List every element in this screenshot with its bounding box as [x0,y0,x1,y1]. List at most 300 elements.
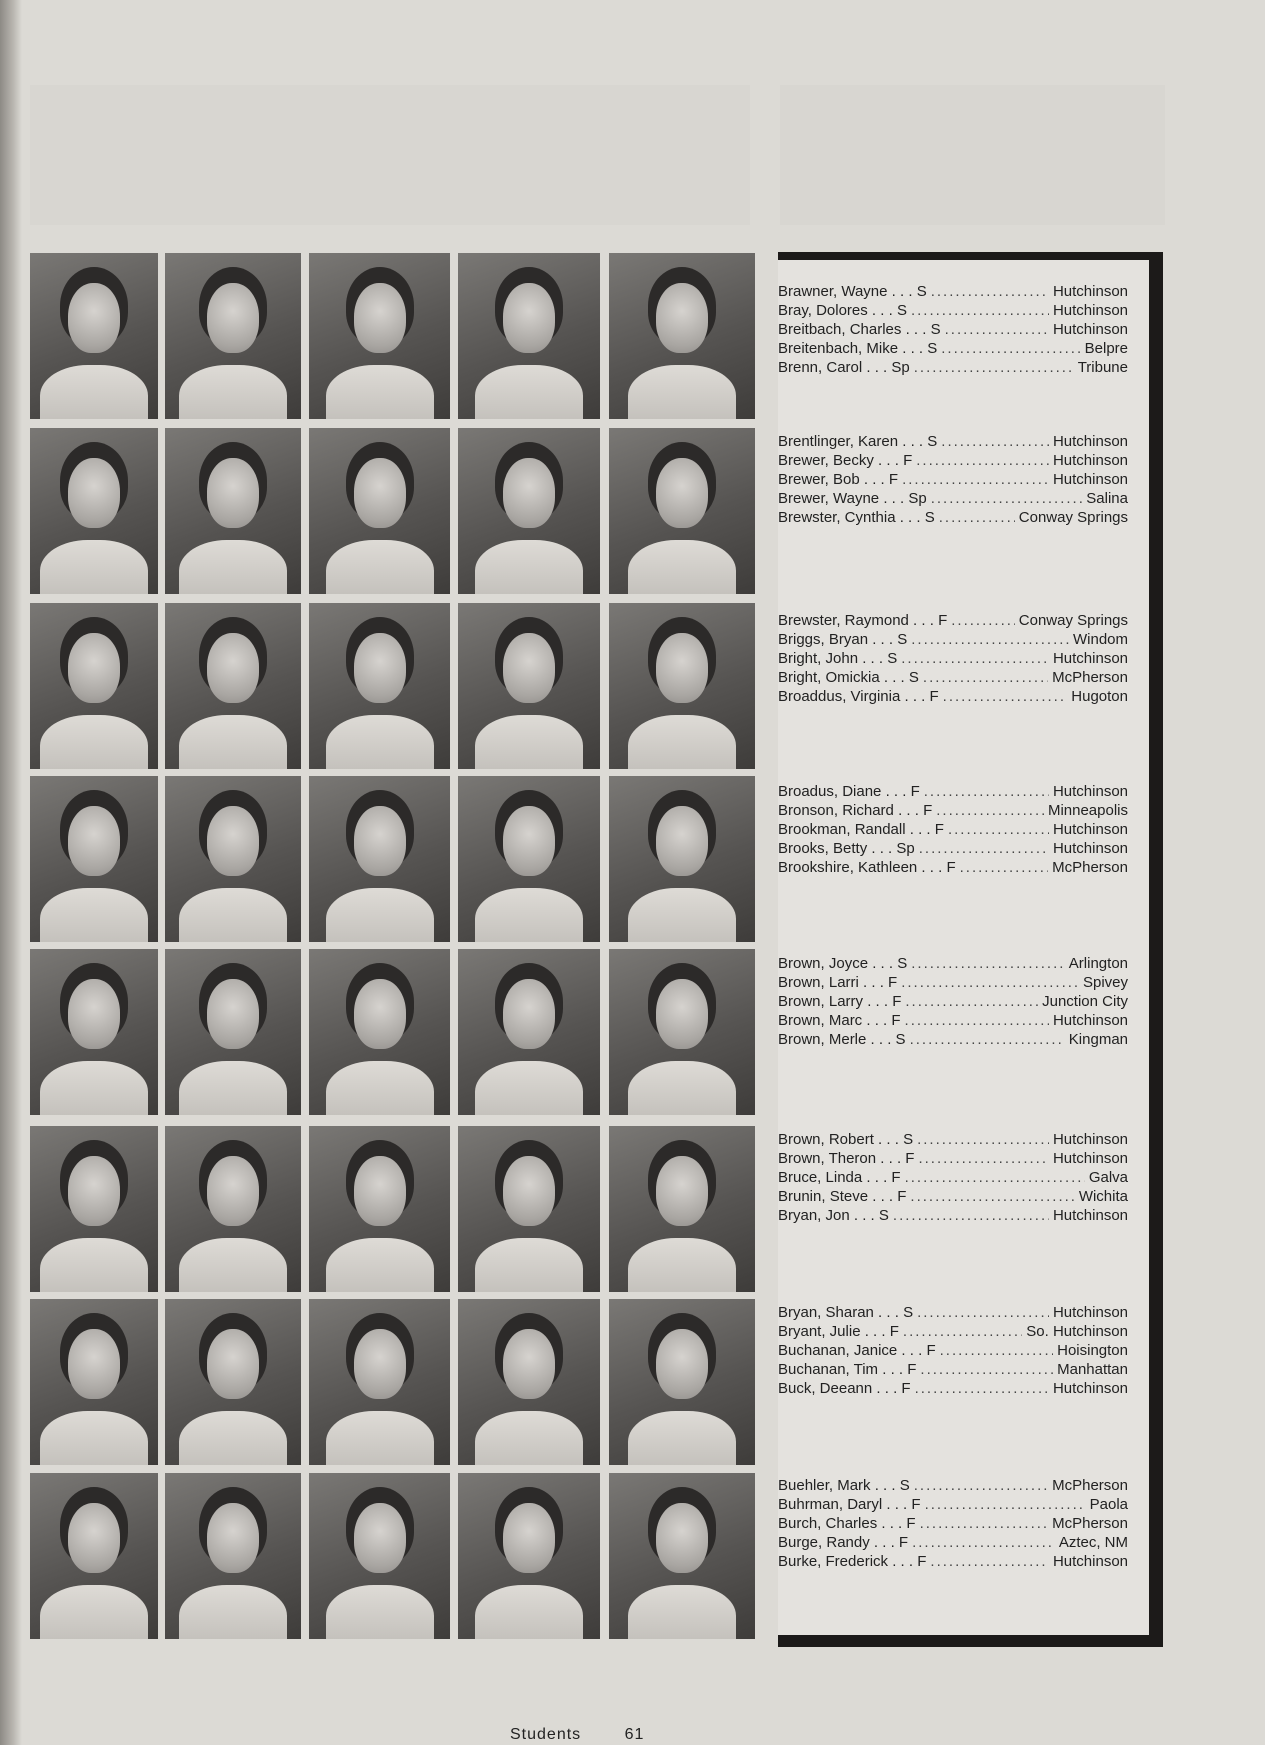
portrait-face [354,1503,406,1573]
student-name-class: Broadus, Diane [778,783,882,800]
separator-dots: . . . [868,1188,898,1205]
leader-dots [902,470,1049,489]
student-name-class: Bruce, Linda [778,1169,863,1186]
student-name-class: Brentlinger, Karen [778,433,899,450]
portrait-face [503,806,555,876]
student-portrait [165,603,301,769]
name-entry [778,820,1128,839]
student-hometown: Hutchinson [1052,783,1128,800]
separator-dots: . . . [862,1169,892,1186]
separator-dots: . . . [866,1031,896,1048]
student-class: F [892,993,902,1010]
portrait-face [68,1503,120,1573]
footer-page-number: 61 [624,1726,645,1743]
student-name-class: Brunin, Steve [778,1188,869,1205]
student-class: F [923,802,933,819]
separator-dots: . . . [897,1342,927,1359]
portrait-face [656,1329,708,1399]
student-name-class: Burch, Charles [778,1515,878,1532]
student-portrait [30,253,158,419]
portrait-face [207,806,259,876]
portrait-face [354,633,406,703]
separator-dots: . . . [878,1361,908,1378]
portrait-face [503,458,555,528]
portrait-body [628,1411,736,1465]
separator-dots: . . . [868,955,898,972]
name-entry [778,630,1128,649]
portrait-face [656,806,708,876]
separator-dots: . . . [887,283,917,300]
name-and-class [778,858,956,877]
separator-dots: . . . [870,1477,900,1494]
separator-dots: . . . [867,302,897,319]
portrait-body [179,1061,287,1115]
student-name-class: Brookshire, Kathleen [778,859,918,876]
separator-dots: . . . [888,1553,918,1570]
name-entry [778,451,1128,470]
student-class: F [891,1169,901,1186]
portrait-body [475,715,583,769]
student-name-class: Brewer, Wayne [778,490,880,507]
student-class: F [905,1150,915,1167]
student-class: F [903,452,913,469]
student-hometown: Wichita [1078,1188,1128,1205]
student-hometown: McPherson [1052,859,1128,876]
student-hometown: Salina [1086,490,1128,507]
leader-dots [893,1206,1049,1225]
student-hometown: Conway Springs [1018,612,1128,629]
leader-dots [912,1533,1055,1552]
separator-dots: . . . [905,821,935,838]
student-portrait [609,949,755,1115]
leader-dots [945,320,1049,339]
leader-dots [918,1149,1048,1168]
leader-dots [911,301,1049,320]
student-portrait [609,603,755,769]
student-hometown: Hutchinson [1052,1012,1128,1029]
name-and-class [778,630,907,649]
leader-dots [960,858,1049,877]
name-entry [778,973,1128,992]
name-entry [778,1552,1128,1571]
student-portrait [30,949,158,1115]
student-portrait [609,1299,755,1465]
portrait-body [628,1585,736,1639]
name-entry [778,282,1128,301]
portrait-face [207,1329,259,1399]
name-and-class [778,973,897,992]
separator-dots: . . . [867,840,897,857]
name-and-class [778,1130,913,1149]
student-class: F [898,1534,909,1551]
name-and-class [778,358,910,377]
separator-dots: . . . [860,1323,890,1340]
portrait-face [503,1503,555,1573]
portrait-body [628,540,736,594]
portrait-body [179,1238,287,1292]
separator-dots: . . . [858,974,889,991]
leader-dots [915,1379,1049,1398]
student-portrait [165,253,301,419]
name-and-class [778,1514,916,1533]
student-hometown: McPherson [1052,1477,1128,1494]
separator-dots: . . . [873,1131,904,1148]
portrait-face [207,1156,259,1226]
portrait-face [656,458,708,528]
student-name-class: Brooks, Betty [778,840,868,857]
student-class: Sp [908,490,927,507]
separator-dots: . . . [863,993,893,1010]
portrait-face [656,979,708,1049]
student-class: F [934,821,944,838]
student-name-class: Brown, Merle [778,1031,867,1048]
leader-dots [901,973,1079,992]
separator-dots: . . . [873,1304,904,1321]
portrait-face [656,283,708,353]
leader-dots [931,282,1049,301]
portrait-body [40,715,148,769]
student-portrait [165,949,301,1115]
name-and-class [778,1476,910,1495]
leader-dots [920,1514,1049,1533]
portrait-face [207,458,259,528]
portrait-body [326,1585,434,1639]
leader-dots [917,1303,1049,1322]
portrait-face [68,1329,120,1399]
leader-dots [911,954,1065,973]
portrait-body [40,1585,148,1639]
student-class: S [924,509,935,526]
leader-dots [917,1130,1049,1149]
student-name-class: Brown, Marc [778,1012,863,1029]
student-class: S [903,1131,914,1148]
student-name-class: Buck, Deeann [778,1380,873,1397]
name-entry [778,1030,1128,1049]
page-footer [510,1726,682,1744]
portrait-body [179,1411,287,1465]
student-portrait [165,1473,301,1639]
name-and-class [778,1011,901,1030]
student-portrait [30,1299,158,1465]
separator-dots: . . . [859,471,889,488]
name-entry [778,1303,1128,1322]
student-name-class: Brewer, Bob [778,471,860,488]
portrait-face [68,1156,120,1226]
student-portrait [30,776,158,942]
portrait-body [475,888,583,942]
name-entry [778,668,1128,687]
student-portrait [458,603,600,769]
name-and-class [778,432,937,451]
student-hometown: Belpre [1084,340,1128,357]
name-and-class [778,1322,899,1341]
name-and-class [778,782,920,801]
portrait-body [475,1238,583,1292]
student-hometown: Minneapolis [1047,802,1128,819]
student-name-class: Burge, Randy [778,1534,870,1551]
name-entry [778,1360,1128,1379]
student-class: Sp [896,840,915,857]
student-portrait [458,1473,600,1639]
student-portrait [609,1126,755,1292]
name-and-class [778,668,919,687]
portrait-face [207,979,259,1049]
portrait-body [326,888,434,942]
student-portrait [609,776,755,942]
student-class: S [899,1477,910,1494]
name-and-class [778,687,939,706]
bleed-through-block [30,85,750,225]
name-entry [778,320,1128,339]
name-entry [778,358,1128,377]
name-entry [778,858,1128,877]
name-and-class [778,339,937,358]
leader-dots [951,611,1015,630]
student-hometown: Hutchinson [1052,1131,1128,1148]
name-entry [778,611,1128,630]
name-and-class [778,649,897,668]
student-class: F [910,783,920,800]
portrait-face [354,1156,406,1226]
name-and-class [778,451,912,470]
portrait-body [475,1411,583,1465]
portrait-body [475,1585,583,1639]
name-and-class [778,301,907,320]
name-entry [778,470,1128,489]
portrait-body [326,365,434,419]
student-name-class: Bray, Dolores [778,302,868,319]
portrait-body [40,1411,148,1465]
student-class: F [891,1012,901,1029]
student-class: F [889,1323,899,1340]
portrait-face [354,806,406,876]
separator-dots: . . . [908,612,939,629]
name-and-class [778,992,901,1011]
student-hometown: Hutchinson [1052,1380,1128,1397]
name-and-class [778,611,947,630]
student-hometown: Windom [1072,631,1128,648]
student-class: S [897,955,908,972]
student-portrait [458,1126,600,1292]
student-hometown: Manhattan [1057,1361,1128,1378]
student-name-class: Brown, Larry [778,993,864,1010]
name-and-class [778,489,927,508]
portrait-face [207,1503,259,1573]
student-name-class: Briggs, Bryan [778,631,869,648]
leader-dots [930,1552,1049,1571]
name-entry [778,954,1128,973]
separator-dots: . . . [868,631,898,648]
name-entry [778,992,1128,1011]
name-and-class [778,1149,914,1168]
student-portrait [609,1473,755,1639]
leader-dots [920,1360,1053,1379]
name-and-class [778,1552,926,1571]
name-and-class [778,801,932,820]
portrait-face [503,979,555,1049]
leader-dots [941,339,1080,358]
leader-dots [911,630,1069,649]
separator-dots: . . . [901,321,931,338]
separator-dots: . . . [858,650,888,667]
separator-dots: . . . [882,1496,912,1513]
portrait-body [179,365,287,419]
name-entry [778,1495,1128,1514]
leader-dots [914,1476,1048,1495]
bleed-through-block [780,85,1165,225]
leader-dots [925,1495,1086,1514]
name-and-class [778,839,915,858]
portrait-body [326,540,434,594]
name-entry [778,1514,1128,1533]
student-hometown: Hutchinson [1052,1150,1128,1167]
portrait-body [628,715,736,769]
student-hometown: Arlington [1068,955,1128,972]
student-hometown: Hutchinson [1052,302,1128,319]
student-portrait [609,253,755,419]
student-class: F [901,1380,911,1397]
student-class: S [908,669,919,686]
student-name-class: Breitbach, Charles [778,321,902,338]
student-hometown: Conway Springs [1018,509,1128,526]
portrait-face [207,633,259,703]
name-entry [778,339,1128,358]
leader-dots [901,649,1049,668]
name-entry [778,1168,1128,1187]
portrait-face [354,458,406,528]
separator-dots: . . . [879,490,909,507]
student-class: F [888,471,899,488]
separator-dots: . . . [898,340,928,357]
student-portrait [458,949,600,1115]
name-and-class [778,1303,913,1322]
student-class: S [895,1031,906,1048]
name-and-class [778,1360,916,1379]
student-portrait [30,603,158,769]
leader-dots [916,451,1049,470]
name-entry [778,1341,1128,1360]
student-name-class: Brewster, Raymond [778,612,909,629]
name-entry [778,508,1128,527]
student-name-class: Buchanan, Tim [778,1361,879,1378]
name-entry [778,1533,1128,1552]
student-hometown: Hutchinson [1052,650,1128,667]
portrait-body [628,1238,736,1292]
student-class: Sp [891,359,910,376]
leader-dots [919,839,1049,858]
student-name-class: Buehler, Mark [778,1477,871,1494]
student-portrait [309,1299,450,1465]
student-hometown: Hutchinson [1052,1304,1128,1321]
leader-dots [948,820,1049,839]
student-hometown: Hutchinson [1052,321,1128,338]
student-name-class: Bryan, Sharan [778,1304,874,1321]
name-entry [778,301,1128,320]
portrait-face [68,633,120,703]
name-entry [778,801,1128,820]
portrait-face [354,283,406,353]
portrait-face [207,283,259,353]
name-and-class [778,320,941,339]
portrait-body [40,1061,148,1115]
student-portrait [309,253,450,419]
leader-dots [931,489,1083,508]
student-name-class: Bryant, Julie [778,1323,861,1340]
student-hometown: Hoisington [1057,1342,1128,1359]
student-hometown: Kingman [1068,1031,1128,1048]
portrait-body [40,888,148,942]
separator-dots: . . . [849,1207,879,1224]
separator-dots: . . . [893,802,924,819]
student-hometown: Hutchinson [1052,452,1128,469]
separator-dots: . . . [898,433,928,450]
student-class: F [946,859,956,876]
portrait-face [503,283,555,353]
separator-dots: . . . [872,1380,902,1397]
student-name-class: Brown, Robert [778,1131,874,1148]
student-hometown: So. Hutchinson [1026,1323,1128,1340]
portrait-face [656,633,708,703]
student-class: S [927,433,938,450]
student-class: F [907,1361,917,1378]
student-name-class: Breitenbach, Mike [778,340,899,357]
student-class: S [916,283,927,300]
name-entry [778,1130,1128,1149]
separator-dots: . . . [862,359,892,376]
student-portrait [309,949,450,1115]
portrait-body [475,540,583,594]
leader-dots [941,432,1049,451]
student-hometown: Hugoton [1071,688,1128,705]
student-hometown: Junction City [1042,993,1128,1010]
separator-dots: . . . [877,1515,907,1532]
student-name-class: Brawner, Wayne [778,283,888,300]
leader-dots [910,1030,1065,1049]
portrait-body [628,1061,736,1115]
student-name-class: Buhrman, Daryl [778,1496,883,1513]
portrait-body [40,365,148,419]
student-hometown: Hutchinson [1052,283,1128,300]
leader-dots [905,992,1038,1011]
name-and-class [778,1341,936,1360]
student-hometown: Hutchinson [1052,1553,1128,1570]
student-portrait [309,1473,450,1639]
name-entry [778,432,1128,451]
student-portrait [309,428,450,594]
student-portrait [309,603,450,769]
name-entry [778,489,1128,508]
student-class: S [927,340,938,357]
name-and-class [778,1030,906,1049]
name-entry [778,1206,1128,1225]
student-portrait [165,776,301,942]
student-portrait [165,428,301,594]
portrait-face [68,979,120,1049]
name-entry [778,1322,1128,1341]
separator-dots: . . . [917,859,947,876]
name-and-class [778,954,907,973]
student-hometown: McPherson [1052,669,1128,686]
student-hometown: Galva [1088,1169,1128,1186]
portrait-face [68,806,120,876]
name-and-class [778,1168,901,1187]
leader-dots [936,801,1044,820]
book-spine-shadow [0,0,22,1745]
portrait-body [475,1061,583,1115]
student-name-class: Brewer, Becky [778,452,874,469]
portrait-face [656,1156,708,1226]
portrait-body [326,715,434,769]
